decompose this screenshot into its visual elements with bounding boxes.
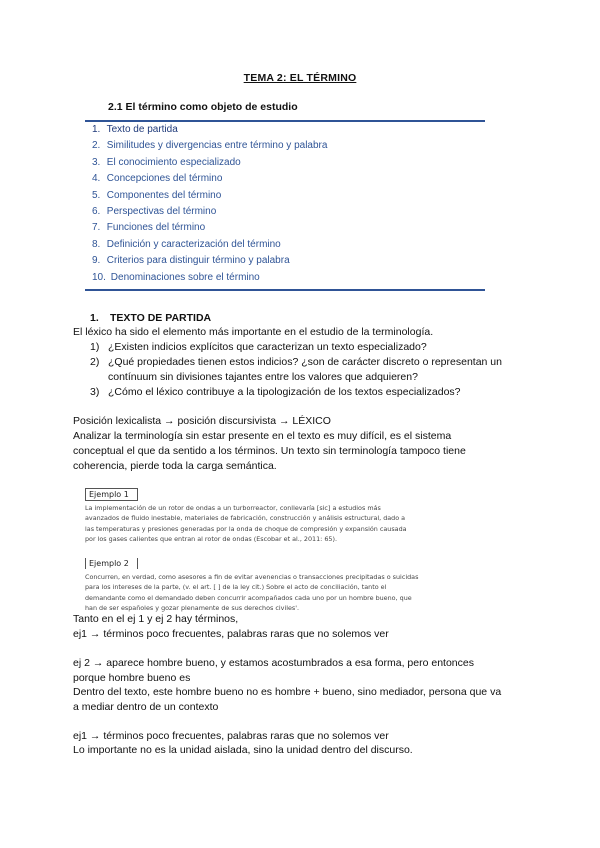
analysis-line: conceptual el que da sentido a los términos. Un texto sin terminología tampoco tiene	[73, 445, 466, 457]
toc-item[interactable]: 3. El conocimiento especializado	[92, 156, 241, 168]
table-of-contents	[92, 124, 327, 288]
section-heading: 2.1 El término como objeto de estudio	[108, 101, 298, 113]
note-line: a mediar dentro de un contexto	[73, 701, 219, 713]
example-1-label: Ejemplo 1	[85, 488, 138, 501]
question-number: 3)	[90, 386, 100, 398]
toc-bottom-rule	[85, 289, 485, 291]
toc-item[interactable]: 2. Similitudes y divergencias entre término y palabra	[92, 140, 328, 152]
analysis-line: Analizar la terminología sin estar presente en el texto es muy difícil, es el sistema	[73, 430, 452, 442]
toc-item[interactable]: 4. Concepciones del término	[92, 173, 223, 185]
question-number: 2)	[90, 356, 100, 368]
note-line: porque hombre bueno es	[73, 672, 191, 684]
question-text: ¿Existen indicios explícitos que caracterizan un texto especializado?	[108, 341, 427, 353]
page-title: TEMA 2: EL TÉRMINO	[243, 72, 357, 84]
analysis-line: coherencia, pierde toda la carga semántica.	[73, 460, 277, 472]
toc-item[interactable]: 9. Criterios para distinguir término y palabra	[92, 255, 290, 267]
note-line: ej1 → términos poco frecuentes, palabras raras que no solemos ver	[73, 730, 389, 742]
toc-top-rule	[85, 120, 485, 122]
toc-item[interactable]: 5. Componentes del término	[92, 189, 222, 201]
toc-item[interactable]: 7. Funciones del término	[92, 222, 206, 234]
note-line: Dentro del texto, este hombre bueno no es hombre + bueno, sino mediador, persona que va	[73, 686, 502, 698]
note-line: Tanto en el ej 1 y ej 2 hay términos,	[73, 613, 239, 625]
text-heading: 1. TEXTO DE PARTIDA	[90, 312, 212, 324]
note-line: ej 2 → aparece hombre bueno, y estamos acostumbrados a esa forma, pero entonces	[73, 657, 474, 669]
question-text: ¿Qué propiedades tienen estos indicios? ¿son de carácter discreto o representan un	[108, 356, 502, 368]
note-line: ej1 → términos poco frecuentes, palabras raras que no solemos ver	[73, 628, 389, 640]
toc-item[interactable]: 6. Perspectivas del término	[92, 205, 217, 217]
toc-item[interactable]: 8. Definición y caracterización del término	[92, 238, 281, 250]
toc-item[interactable]: 1. Texto de partida	[92, 124, 178, 135]
question-number: 1)	[90, 341, 100, 353]
note-line: Lo importante no es la unidad aislada, sino la unidad dentro del discurso.	[73, 744, 413, 756]
example-2-label: Ejemplo 2	[85, 558, 138, 569]
example-1-text: La implementación de un rotor de ondas a un turborreactor, conllevaría [sic] a estudios más avanzados de fluido inestable, materiales de fabricación, construcción y análisis estructural, dado a las temperaturas y presiones generadas por la onda de choque de compresión y expansión causada por los gases calientes que entran al rotor de ondas (Escobar et al., 2011: 65).	[85, 504, 407, 543]
example-2	[85, 551, 525, 613]
position-line: Posición lexicalista → posición discursivista → LÉXICO	[73, 415, 331, 427]
example-1	[85, 482, 525, 544]
question-text: ¿Cómo el léxico contribuye a la tipologización de los textos especializados?	[108, 386, 461, 398]
example-2-text: Concurren, en verdad, como asesores a fin de evitar avenencias o transacciones precipitadas o suicidas para los intereses de la parte, (v. el art. [ ] de la ley cit.) Sobre el acto de conciliación, tanto el demandante como el demandado deben concurrir acompañados cada uno por un hombre bueno, que han de ser españoles y gozar plenamente de sus derechos civiles'.	[85, 573, 419, 612]
intro-paragraph: El léxico ha sido el elemento más importante en el estudio de la terminología.	[73, 326, 434, 338]
question-text: contínuum sin divisiones tajantes entre los valores que adquieren?	[108, 371, 418, 383]
toc-item[interactable]: 10. Denominaciones sobre el término	[92, 271, 260, 283]
